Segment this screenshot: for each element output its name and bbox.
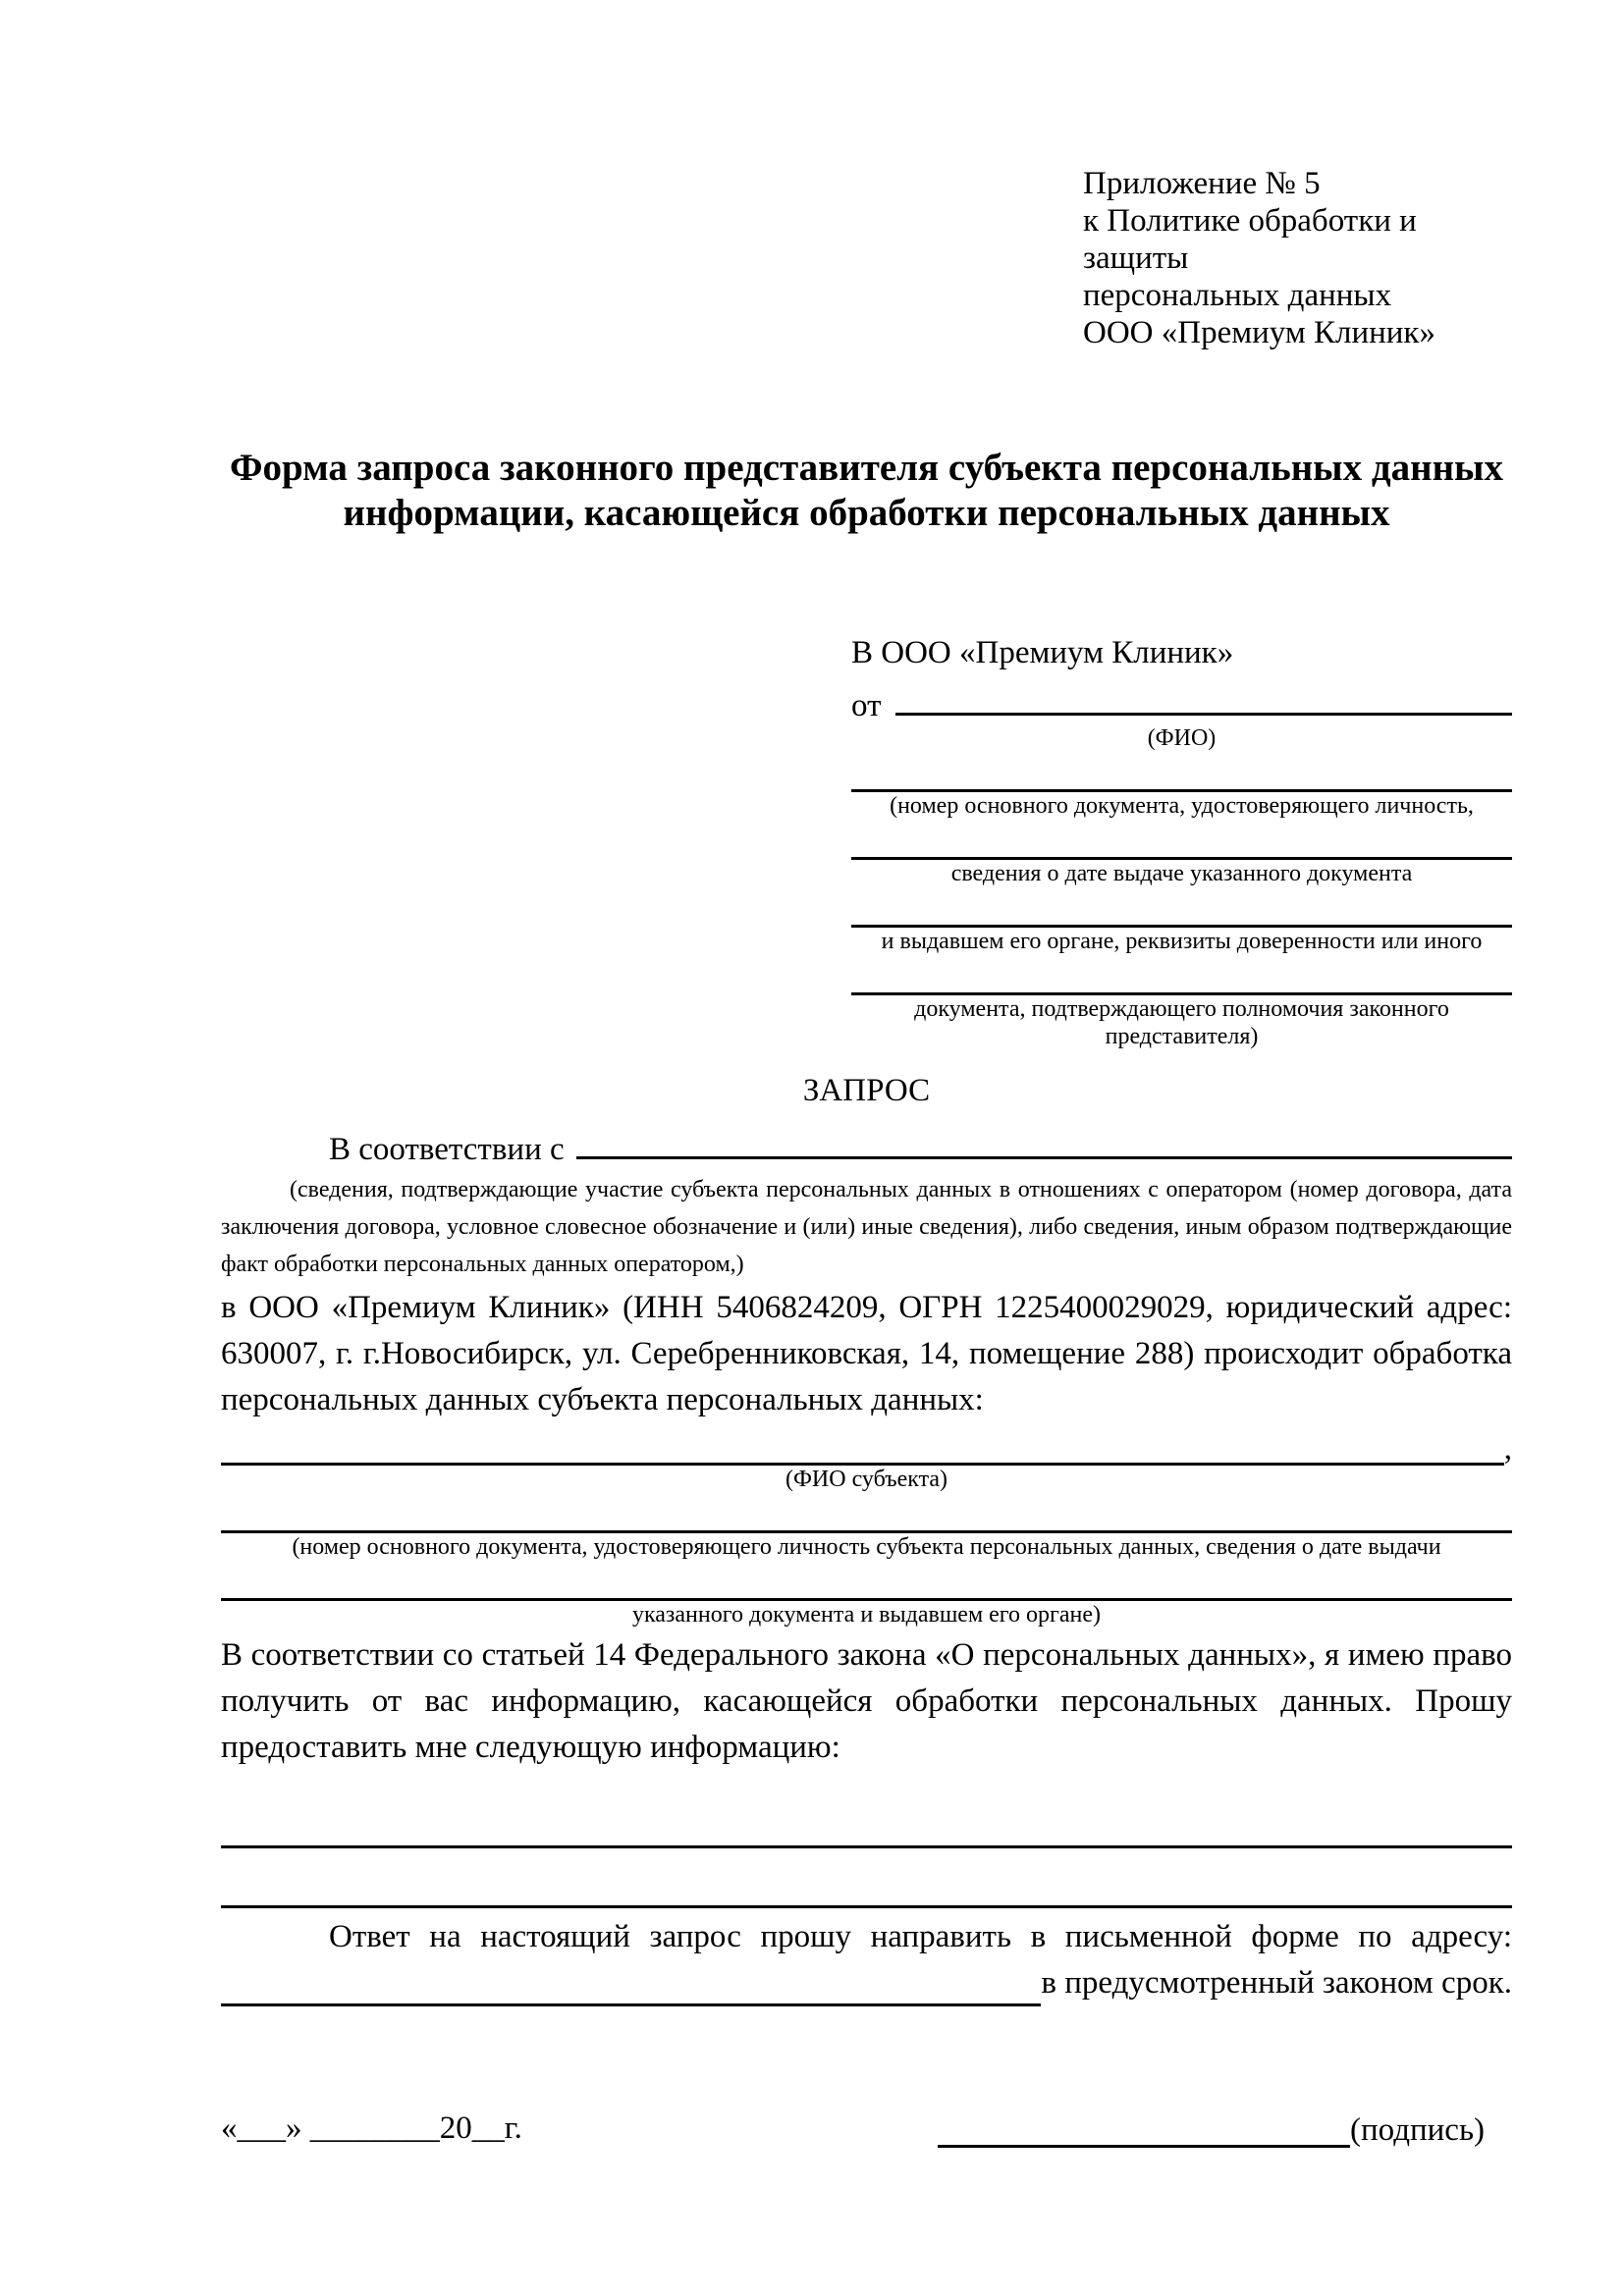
appendix-line-3: персональных данных (1083, 278, 1392, 313)
subject-doc-fill-line-1[interactable] (221, 1501, 1512, 1533)
representative-doc-fill-line-2[interactable] (851, 824, 1512, 860)
document-title: Форма запроса законного представителя субъекта персональных данных информации, касающейся обработки персональных данных (229, 447, 1504, 534)
subject-doc-field-1 (221, 1501, 1512, 1561)
from-fill-line[interactable] (895, 679, 1513, 716)
representative-doc-caption-4: документа, подтверждающего полномочия законного представителя) (914, 996, 1449, 1049)
accordance-caption: (сведения, подтверждающие участие субъекта персональных данных в отношениях с оператором (номер договора, дата заключения договора, условное словесное обозначение и (или) иные сведения), либо сведения, иным образом подтверждающие факт обработки персональных данных оператором,) (221, 1177, 1512, 1277)
subject-doc-caption-2: указанного документа и выдавшем его органе) (631, 1602, 1102, 1628)
appendix-line-1: Приложение № 5 (1083, 166, 1321, 201)
answer-paragraph: Ответ на настоящий запрос прошу направить в письменной форме по адресу: (329, 1919, 1512, 1954)
from-field (851, 679, 1512, 724)
appendix-header (1083, 165, 1512, 351)
accordance-label: В соответствии с (329, 1132, 565, 1167)
representative-doc-caption-3: и выдавшем его органе, реквизиты доверенности или иного (881, 929, 1483, 954)
date-signature-row (221, 2109, 1512, 2148)
fio-caption: (ФИО) (1147, 725, 1217, 751)
representative-doc-fill-line-3[interactable] (851, 891, 1512, 928)
from-label: от (851, 688, 882, 723)
law-paragraph: В соответствии со статьей 14 Федерального закона «О персональных данных», я имею право получить от вас информацию, касающейся обработки персональных данных. Прошу предоставить мне следующую информацию: (221, 1637, 1512, 1765)
addressee-org: В ООО «Премиум Клиник» (851, 635, 1234, 670)
subject-fio-fill-line[interactable] (221, 1437, 1504, 1466)
accordance-field (221, 1121, 1512, 1169)
subject-fio-field (221, 1433, 1512, 1466)
representative-doc-caption-2: сведения о дате выдаче указанного документа (950, 861, 1413, 886)
appendix-line-2: к Политике обработки и защиты (1083, 203, 1417, 276)
appendix-line-4: ООО «Премиум Клиник» (1083, 315, 1435, 350)
representative-doc-field-2 (851, 824, 1512, 887)
information-fill-line-1[interactable] (221, 1810, 1512, 1848)
answer-paragraph-tail: в предусмотренный законом срок. (1041, 1965, 1512, 2001)
subject-doc-fill-line-2[interactable] (221, 1569, 1512, 1601)
representative-doc-field-3 (851, 891, 1512, 955)
representative-doc-field-4 (851, 959, 1512, 1050)
signature-field (938, 2112, 1485, 2148)
accordance-fill-line[interactable] (576, 1121, 1512, 1159)
subject-doc-field-2 (221, 1569, 1512, 1629)
signature-fill-line[interactable] (938, 2115, 1350, 2148)
subject-fio-comma: , (1503, 1431, 1512, 1467)
representative-doc-caption-1: (номер основного документа, удостоверяющего личность, (890, 793, 1474, 819)
subject-fio-caption: (ФИО субъекта) (785, 1467, 948, 1492)
representative-doc-fill-line-1[interactable] (851, 756, 1512, 792)
information-fill-line-2[interactable] (221, 1870, 1512, 1908)
addressee-block (851, 634, 1512, 1050)
answer-address-field (221, 1960, 1512, 2006)
representative-doc-fill-line-4[interactable] (851, 959, 1512, 995)
subject-doc-caption-1: (номер основного документа, удостоверяющего личность субъекта персональных данных, сведения о дате выдачи (292, 1534, 1441, 1560)
date-field[interactable]: «___» ________20__г. (221, 2110, 522, 2146)
signature-caption: (подпись) (1350, 2112, 1485, 2148)
answer-address-fill-line[interactable] (221, 1970, 1041, 2006)
request-heading: ЗАПРОС (802, 1073, 931, 1108)
representative-doc-field-1 (851, 756, 1512, 820)
operator-paragraph: в ООО «Премиум Клиник» (ИНН 5406824209, ОГРН 1225400029029, юридический адрес: 630007, г. г.Новосибирск, ул. Серебренниковская, 14, помещение 288) происходит обработка персональных данных субъекта персональных данных: (221, 1290, 1512, 1417)
